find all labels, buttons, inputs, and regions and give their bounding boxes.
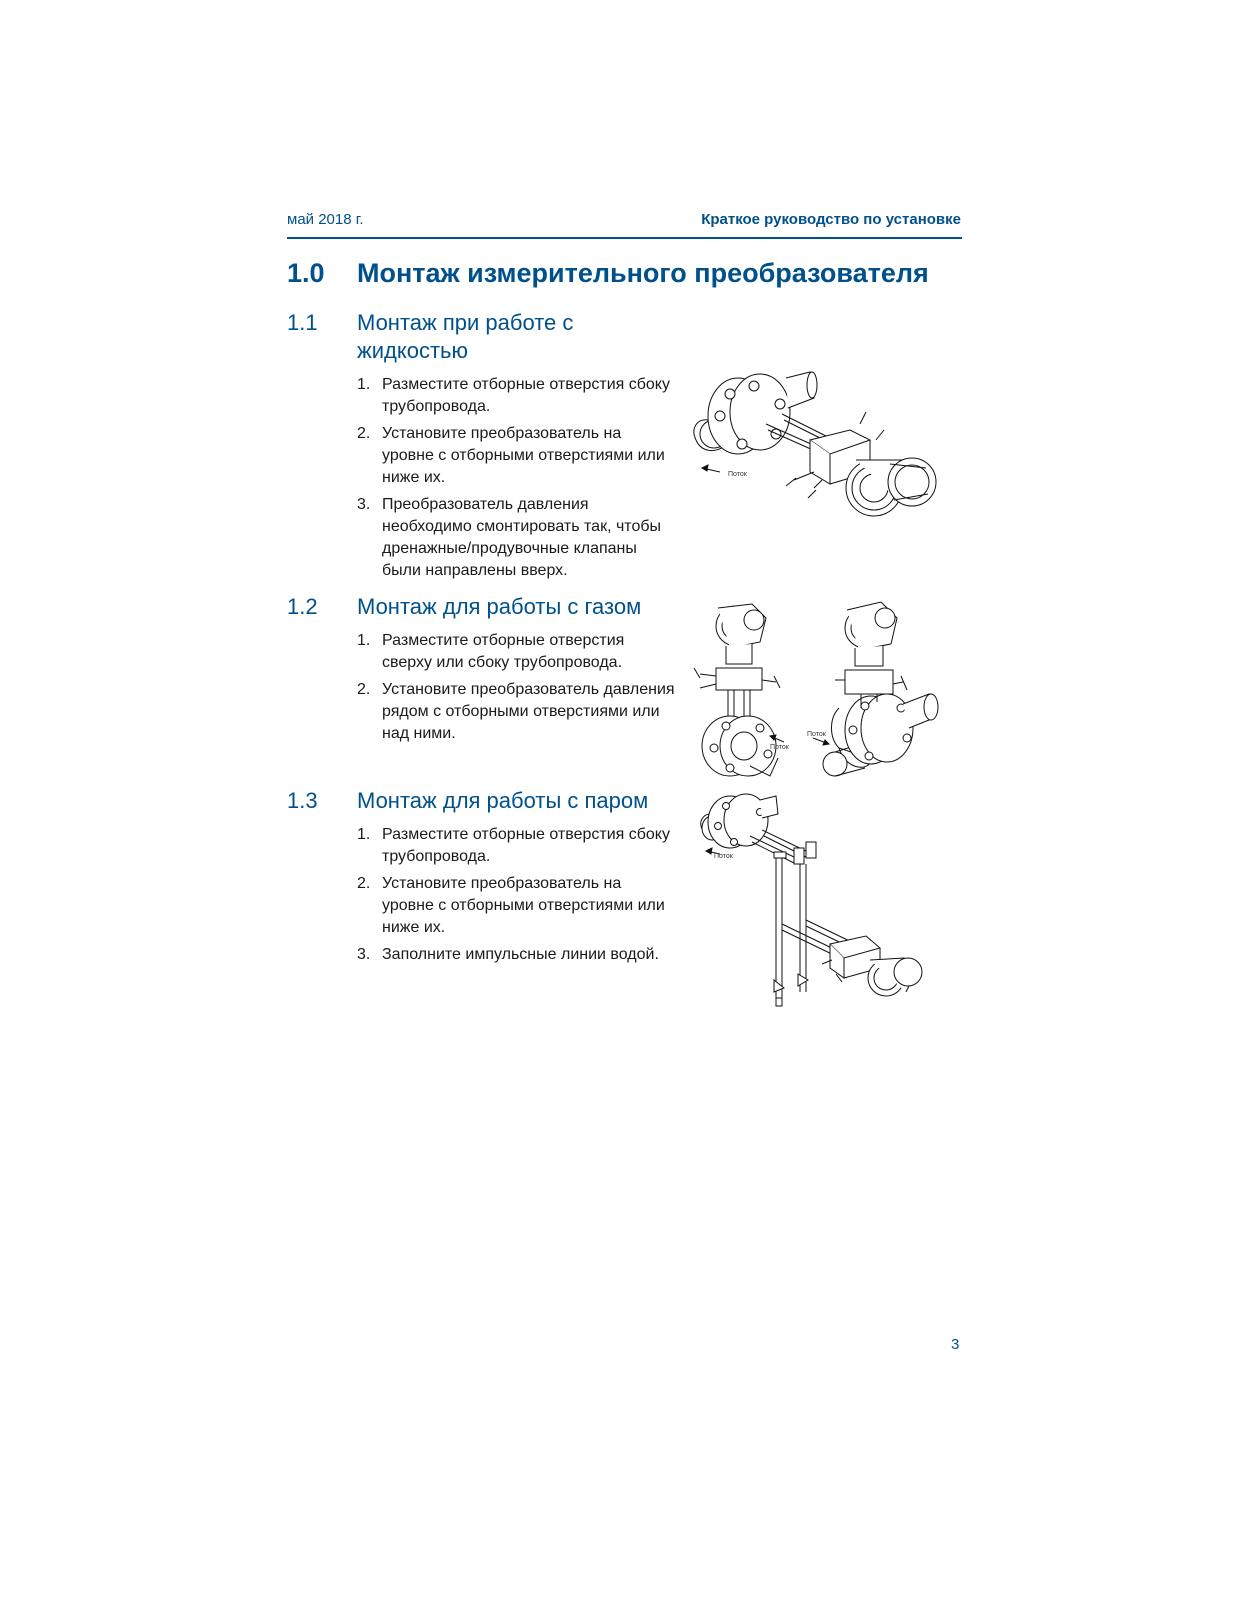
step-number: 2. xyxy=(357,875,371,892)
subsection-title xyxy=(357,309,573,365)
subsection-number: 1.1 xyxy=(287,310,318,335)
section-title: Монтаж измерительного преобразователя xyxy=(357,258,929,288)
step-line: Установите преобразователь давления xyxy=(382,681,675,698)
step-line: были направлены вверх. xyxy=(382,562,568,579)
steps-list-1-1 xyxy=(357,374,670,587)
step-line: трубопровода. xyxy=(382,848,491,865)
step-line: рядом с отборными отверстиями или xyxy=(382,703,660,720)
step-item xyxy=(357,374,670,418)
step-line: ниже их. xyxy=(382,469,446,486)
step-number: 3. xyxy=(357,946,371,963)
step-item xyxy=(357,873,670,939)
step-line: Установите преобразователь на xyxy=(382,425,622,442)
step-item xyxy=(357,944,670,966)
subsection-number: 1.2 xyxy=(287,594,318,619)
flow-label: Поток xyxy=(714,853,733,860)
step-line: уровне с отборными отверстиями или xyxy=(382,447,665,464)
gas-mounting-illustration-top xyxy=(690,598,795,780)
step-line: над ними. xyxy=(382,725,456,742)
step-line: Заполните импульсные линии водой. xyxy=(382,946,659,963)
step-number: 1. xyxy=(357,826,371,843)
step-item xyxy=(357,679,675,745)
step-line: ниже их. xyxy=(382,919,446,936)
flow-label: Поток xyxy=(728,471,747,478)
section-heading xyxy=(287,258,929,289)
step-number: 3. xyxy=(357,496,371,513)
liquid-mounting-illustration xyxy=(690,368,940,536)
step-item xyxy=(357,494,670,582)
steps-list-1-2 xyxy=(357,630,675,750)
flow-label: Поток xyxy=(770,744,789,751)
page-number: 3 xyxy=(951,1336,960,1353)
subsection-title: Монтаж для работы с паром xyxy=(357,788,649,813)
step-line: Установите преобразователь на xyxy=(382,875,622,892)
step-line: Преобразователь давления xyxy=(382,496,589,513)
step-line: Разместите отборные отверстия сбоку xyxy=(382,376,670,393)
header-title: Краткое руководство по установке xyxy=(701,211,961,228)
step-line: Разместите отборные отверстия xyxy=(382,632,625,649)
step-item xyxy=(357,630,675,674)
steps-list-1-3 xyxy=(357,824,670,971)
step-number: 2. xyxy=(357,681,371,698)
step-item xyxy=(357,824,670,868)
gas-mounting-illustration-side xyxy=(805,598,940,780)
section-number: 1.0 xyxy=(287,258,325,288)
header-date: май 2018 г. xyxy=(287,211,364,228)
step-line: дренажные/продувочные клапаны xyxy=(382,540,637,557)
header-divider xyxy=(287,237,962,239)
step-line: Разместите отборные отверстия сбоку xyxy=(382,826,670,843)
subsection-title-line: Монтаж при работе с xyxy=(357,310,574,335)
step-line: уровне с отборными отверстиями или xyxy=(382,897,665,914)
step-number: 1. xyxy=(357,632,371,649)
subsection-title-line: жидкостью xyxy=(357,338,468,363)
steam-mounting-illustration xyxy=(690,792,925,1014)
step-item xyxy=(357,423,670,489)
step-line: сверху или сбоку трубопровода. xyxy=(382,654,623,671)
step-line: трубопровода. xyxy=(382,398,491,415)
flow-label: Поток xyxy=(807,731,826,738)
step-number: 2. xyxy=(357,425,371,442)
step-number: 1. xyxy=(357,376,371,393)
subsection-number: 1.3 xyxy=(287,788,318,813)
step-line: необходимо смонтировать так, чтобы xyxy=(382,518,662,535)
subsection-title: Монтаж для работы с газом xyxy=(357,594,642,619)
